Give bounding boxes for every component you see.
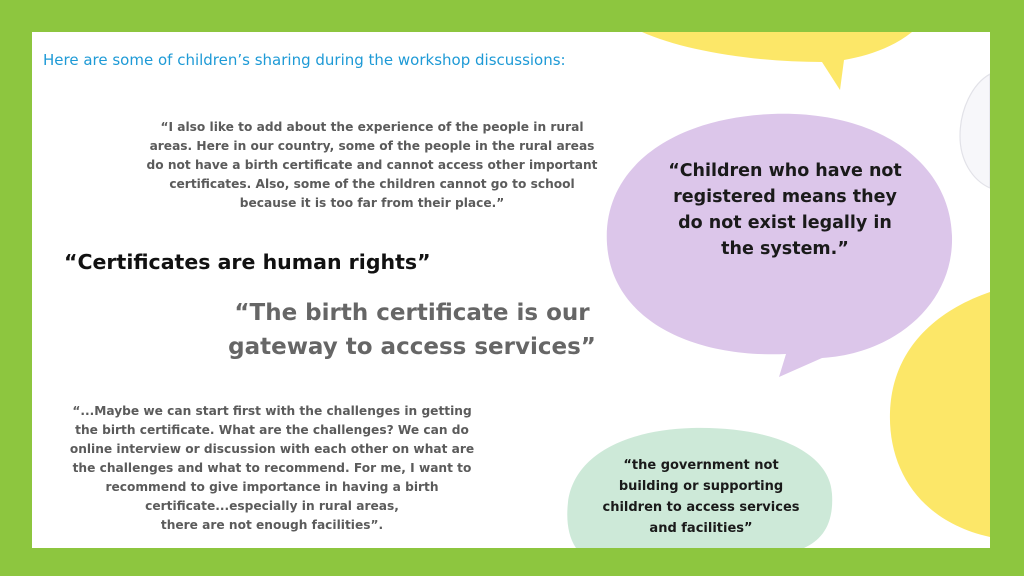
quote-line: “I also like to add about the experience of the people in rural	[160, 120, 584, 134]
quote-line: building or supporting	[618, 479, 784, 494]
quote-line: the birth certificate. What are the challenges? We can do	[75, 423, 469, 437]
quote-line: children to access services	[602, 500, 800, 515]
quote-line: recommend to give importance in having a birth	[105, 480, 439, 494]
quote-line: there are not enough facilities”.	[160, 518, 384, 532]
quote-rural-areas	[142, 118, 602, 213]
quote-not-registered	[640, 158, 930, 262]
quote-government	[588, 455, 814, 539]
quote-line: “The birth certificate is our	[234, 300, 590, 326]
quote-line: registered means they	[673, 187, 897, 207]
slide	[32, 32, 990, 548]
quote-line: “Children who have not	[668, 161, 902, 181]
page-heading: Here are some of children’s sharing during the workshop discussions:	[43, 51, 566, 69]
quote-line: “...Maybe we can start first with the challenges in getting	[72, 404, 472, 418]
quote-line: “the government not	[623, 458, 779, 473]
quote-line: because it is too far from their place.”	[239, 196, 505, 210]
quote-line: the challenges and what to recommend. For me, I want to	[72, 461, 472, 475]
quote-line: gateway to access services”	[228, 334, 596, 360]
white-speech-bubble-right	[960, 74, 990, 188]
quote-line: do not exist legally in	[678, 213, 892, 233]
quote-gateway	[212, 296, 612, 364]
quote-line: and facilities”	[649, 521, 753, 536]
quote-line: certificate...especially in rural areas,	[145, 499, 399, 513]
quote-line: do not have a birth certificate and cannot access other important	[146, 158, 598, 172]
yellow-speech-bubble-top	[642, 32, 912, 90]
quote-human-rights: “Certificates are human rights”	[64, 250, 431, 274]
quote-line: areas. Here in our country, some of the people in the rural areas	[149, 139, 595, 153]
quote-line: certificates. Also, some of the children cannot go to school	[169, 177, 575, 191]
quote-challenges	[52, 402, 492, 535]
quote-line: online interview or discussion with each other on what are	[69, 442, 475, 456]
quote-line: the system.”	[721, 239, 849, 259]
